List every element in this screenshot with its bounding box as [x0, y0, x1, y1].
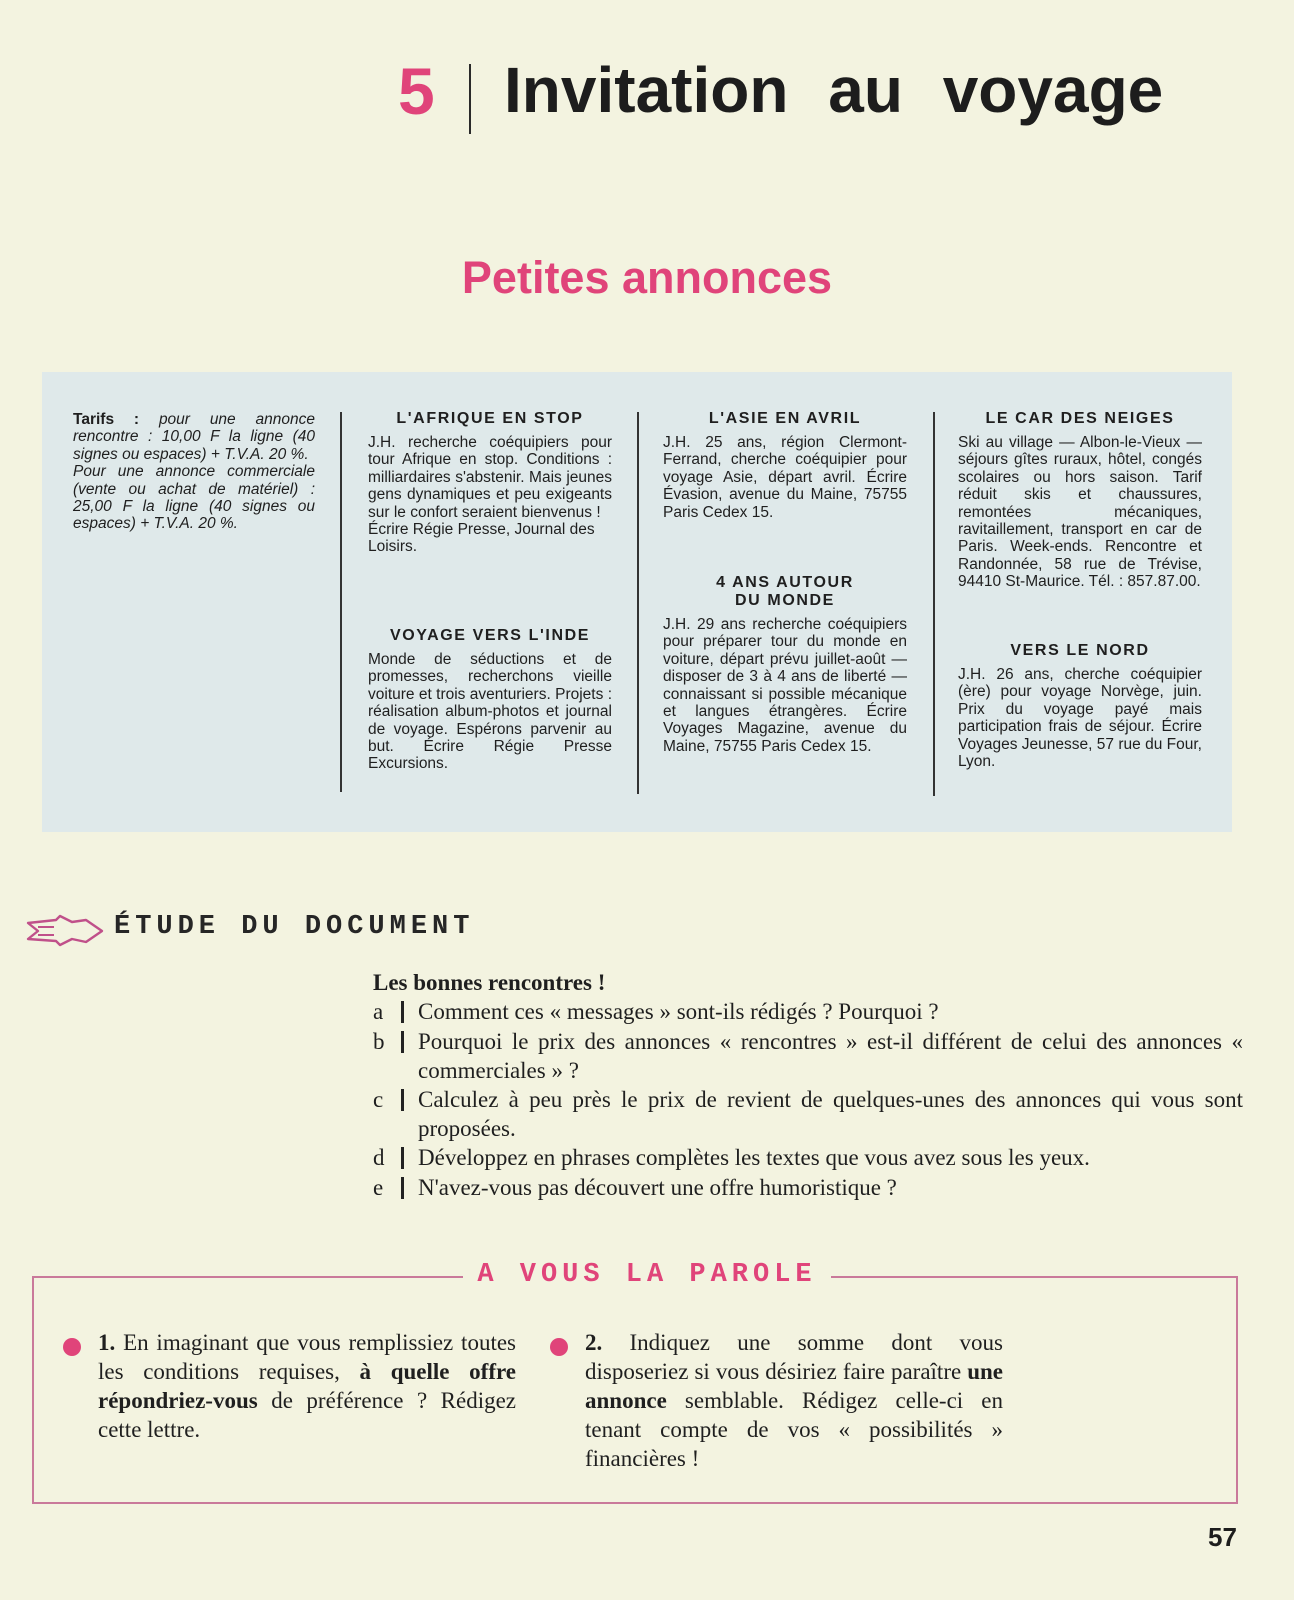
ad-heading: 4 ANS AUTOUR DU MONDE [716, 574, 854, 609]
ad-asie [663, 410, 907, 521]
section-title: Petites annonces [461, 252, 833, 303]
question-text: N'avez-vous pas découvert une offre humoristique ? [418, 1175, 897, 1200]
question-text: Développez en phrases complètes les textes que vous avez sous les yeux. [418, 1145, 1090, 1170]
etude-title: ÉTUDE DU DOCUMENT [114, 912, 475, 942]
ad-heading: VERS LE NORD [1010, 642, 1150, 659]
bullet-icon [63, 1338, 81, 1356]
bullet-icon [550, 1338, 568, 1356]
parole-item-emphasis: une annonce [585, 1359, 1004, 1413]
ad-body: J.H. 29 ans recherche coéquipiers pour préparer tour du monde en voiture, départ prévu juillet-août — disposer de 3 à 4 ans de liberté — connaissant si possible mécanique et langues étrangères. Écrire Voyages Magazine, avenue du Maine, 75755 Paris Cedex 15. [663, 616, 907, 755]
chapter-number: 5 [398, 54, 435, 128]
question-letter: d [373, 1145, 385, 1170]
parole-item-text: de préférence ? Rédigez cette lettre. [98, 1388, 517, 1442]
page-number: 57 [1208, 1522, 1237, 1552]
parole-item-emphasis: à quelle offre répondriez-vous [98, 1359, 517, 1413]
question-letter: a [373, 999, 384, 1024]
hand-pointer-icon [26, 914, 104, 953]
ad-body: Ski au village — Albon-le-Vieux — séjours gîtes ruraux, hôtel, congés scolaires ou hors saison. Tarif réduit skis et chaussures, remontées mécaniques, ravitaillement, transport en car de Paris. Week-ends. Rencontre et Randonnée, 58 rue de Trévise, 94410 St-Maurice. Tél. : 857.87.00. [958, 434, 1202, 591]
question-letter: e [373, 1175, 384, 1200]
question-item [373, 997, 1243, 1027]
ad-contact: Écrire Régie Presse, Journal des Loisirs. [368, 521, 595, 556]
parole-item-number: 1. [98, 1330, 116, 1355]
tarifs-block [73, 411, 315, 533]
ad-heading: L'AFRIQUE EN STOP [396, 410, 584, 427]
parole-item-2 [585, 1328, 1003, 1473]
question-item [373, 1173, 1243, 1203]
column-divider [637, 412, 639, 794]
parole-title [0, 1260, 1294, 1290]
parole-item-number: 2. [585, 1330, 603, 1355]
question-text: Comment ces « messages » sont-ils rédigés ? Pourquoi ? [418, 999, 939, 1024]
parole-item-1 [98, 1328, 516, 1444]
question-text: Calculez à peu près le prix de revient de quelques-unes des annonces qui vous sont proposées. [418, 1087, 1243, 1141]
column-divider [933, 412, 935, 796]
tarifs-commerciale: Pour une annonce commerciale (vente ou achat de matériel) : 25,00 F la ligne (40 signes ou espaces) + T.V.A. 20 %. [73, 463, 315, 533]
question-letter: b [373, 1029, 385, 1054]
ad-body: J.H. recherche coéquipiers pour tour Afrique en stop. Conditions : milliardaires s'abstenir. Mais jeunes gens dynamiques et peu exigeants sur le confort seraient bienvenus ! [368, 434, 612, 521]
ad-body: J.H. 25 ans, région Clermont-Ferrand, cherche coéquipier pour voyage Asie, départ avril. Écrire Évasion, avenue du Maine, 75755 Paris Cedex 15. [663, 434, 907, 521]
ad-neiges [958, 410, 1202, 591]
tarifs-label: Tarifs : [73, 411, 140, 428]
question-item [373, 1027, 1243, 1085]
parole-item-text: En imaginant que vous remplissiez toutes les conditions requises, [98, 1330, 516, 1384]
parole-item-text: Indiquez une somme dont vous disposeriez si vous désiriez faire paraître [585, 1330, 1003, 1384]
questions-heading: Les bonnes rencontres ! [373, 970, 606, 995]
chapter-title: Invitation au voyage [504, 54, 1164, 126]
question-letter: c [373, 1087, 384, 1112]
question-item [373, 1143, 1243, 1173]
questions-block [373, 968, 1243, 1203]
column-divider [340, 412, 342, 792]
ad-heading: LE CAR DES NEIGES [985, 410, 1175, 427]
parole-item-text: semblable. Rédigez celle-ci en tenant compte de vos « possibilités » financières ! [585, 1388, 1003, 1471]
ad-nord [958, 642, 1202, 770]
ad-afrique [368, 410, 612, 556]
ad-body: J.H. 26 ans, cherche coéquipier (ère) pour voyage Norvège, juin. Prix du voyage payé mais participation frais de séjour. Écrire Voyages Jeunesse, 57 rue du Four, Lyon. [958, 666, 1202, 771]
tarifs-rencontre: pour une annonce rencontre : 10,00 F la ligne (40 signes ou espaces) + T.V.A. 20 %. [73, 411, 315, 463]
ad-inde [368, 627, 612, 773]
ad-heading: L'ASIE EN AVRIL [708, 410, 862, 427]
chapter-divider [469, 64, 471, 134]
ad-body: Monde de séductions et de promesses, recherchons vieille voiture et trois aventuriers. Projets : réalisation album-photos et journal de voyage. Espérons parvenir au but. Écrire Régie Presse Excursions. [368, 651, 612, 773]
parole-title-text: A VOUS LA PAROLE [463, 1260, 830, 1290]
question-text: Pourquoi le prix des annonces « rencontres » est-il différent de celui des annonces « commerciales » ? [418, 1029, 1243, 1083]
ad-monde [663, 574, 907, 755]
ad-heading: VOYAGE VERS L'INDE [389, 627, 591, 644]
question-item [373, 1085, 1243, 1143]
